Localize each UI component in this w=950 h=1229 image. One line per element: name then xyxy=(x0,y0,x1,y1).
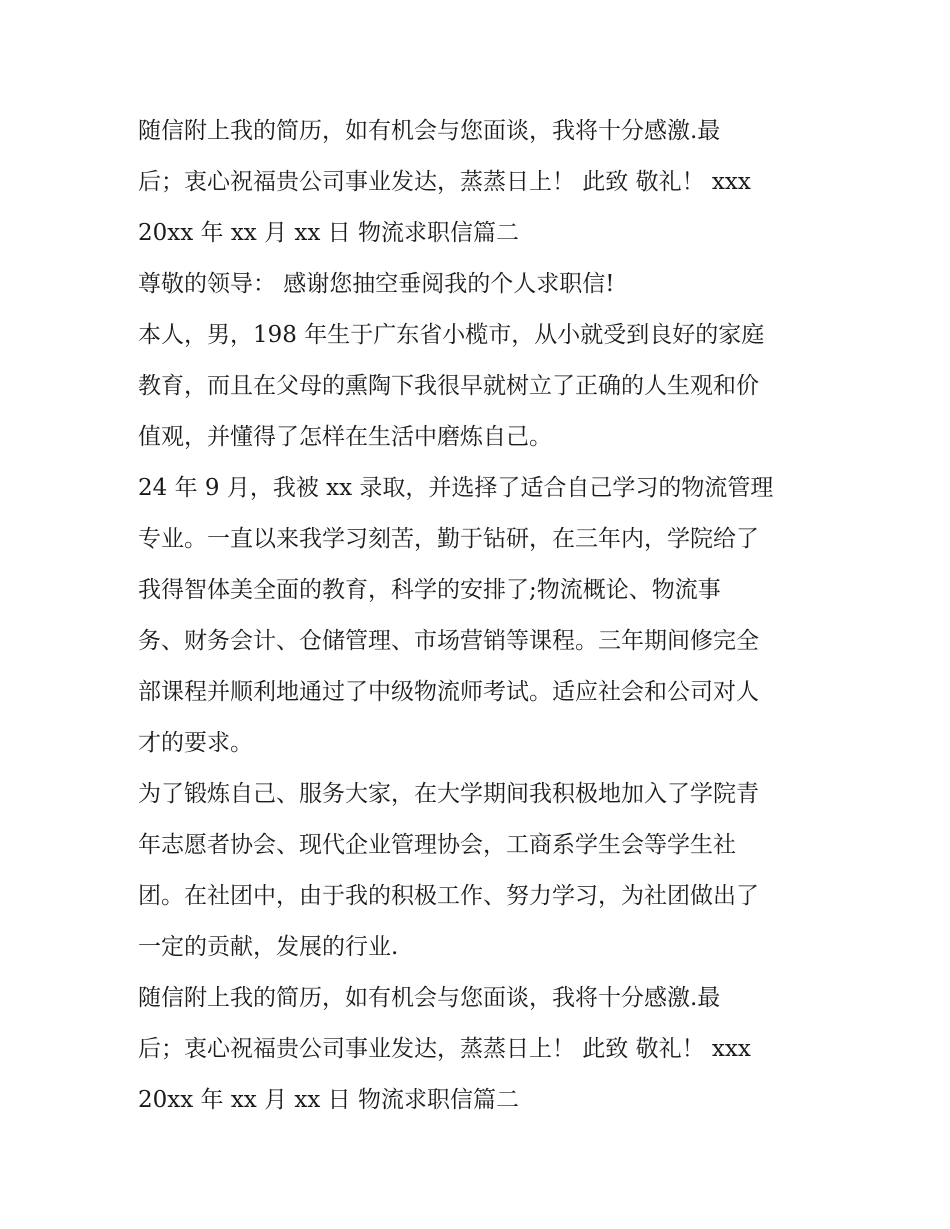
text-line: 值观，并懂得了怎样在生活中磨炼自己。 xyxy=(138,424,552,450)
text-line: 后；衷心祝福贵公司事业发达，蒸蒸日上！ 此致 敬礼！ xxx xyxy=(138,1036,751,1062)
text-line: 教育，而且在父母的熏陶下我很早就树立了正确的人生观和价 xyxy=(138,373,759,399)
text-line: 随信附上我的简历，如有机会与您面谈，我将十分感激.最 xyxy=(138,118,721,144)
text-line: 随信附上我的简历，如有机会与您面谈，我将十分感激.最 xyxy=(138,985,721,1011)
text-line: 20xx 年 xx 月 xx 日 物流求职信篇二 xyxy=(138,220,519,246)
text-line: 24 年 9 月，我被 xx 录取，并选择了适合自己学习的物流管理 xyxy=(138,475,774,501)
document-body xyxy=(138,106,828,1126)
text-line: 尊敬的领导： 感谢您抽空垂阅我的个人求职信! xyxy=(138,271,615,297)
text-line: 一定的贡献，发展的行业. xyxy=(138,934,399,960)
text-line: 20xx 年 xx 月 xx 日 物流求职信篇二 xyxy=(138,1087,519,1113)
text-line: 部课程并顺利地通过了中级物流师考试。适应社会和公司对人 xyxy=(138,679,759,705)
text-line: 为了锻炼自己、服务大家，在大学期间我积极地加入了学院青 xyxy=(138,781,759,807)
text-line: 年志愿者协会、现代企业管理协会，工商系学生会等学生社 xyxy=(138,832,736,858)
text-line: 才的要求。 xyxy=(138,730,253,756)
text-line: 务、财务会计、仓储管理、市场营销等课程。三年期间修完全 xyxy=(138,628,759,654)
text-line: 本人，男，198 年生于广东省小榄市，从小就受到良好的家庭 xyxy=(138,322,765,348)
text-line: 团。在社团中，由于我的积极工作、努力学习，为社团做出了 xyxy=(138,883,759,909)
text-line: 后；衷心祝福贵公司事业发达，蒸蒸日上！ 此致 敬礼！ xxx xyxy=(138,169,751,195)
text-line: 我得智体美全面的教育，科学的安排了;物流概论、物流事 xyxy=(138,577,721,603)
text-line: 专业。一直以来我学习刻苦，勤于钻研，在三年内，学院给了 xyxy=(138,526,759,552)
